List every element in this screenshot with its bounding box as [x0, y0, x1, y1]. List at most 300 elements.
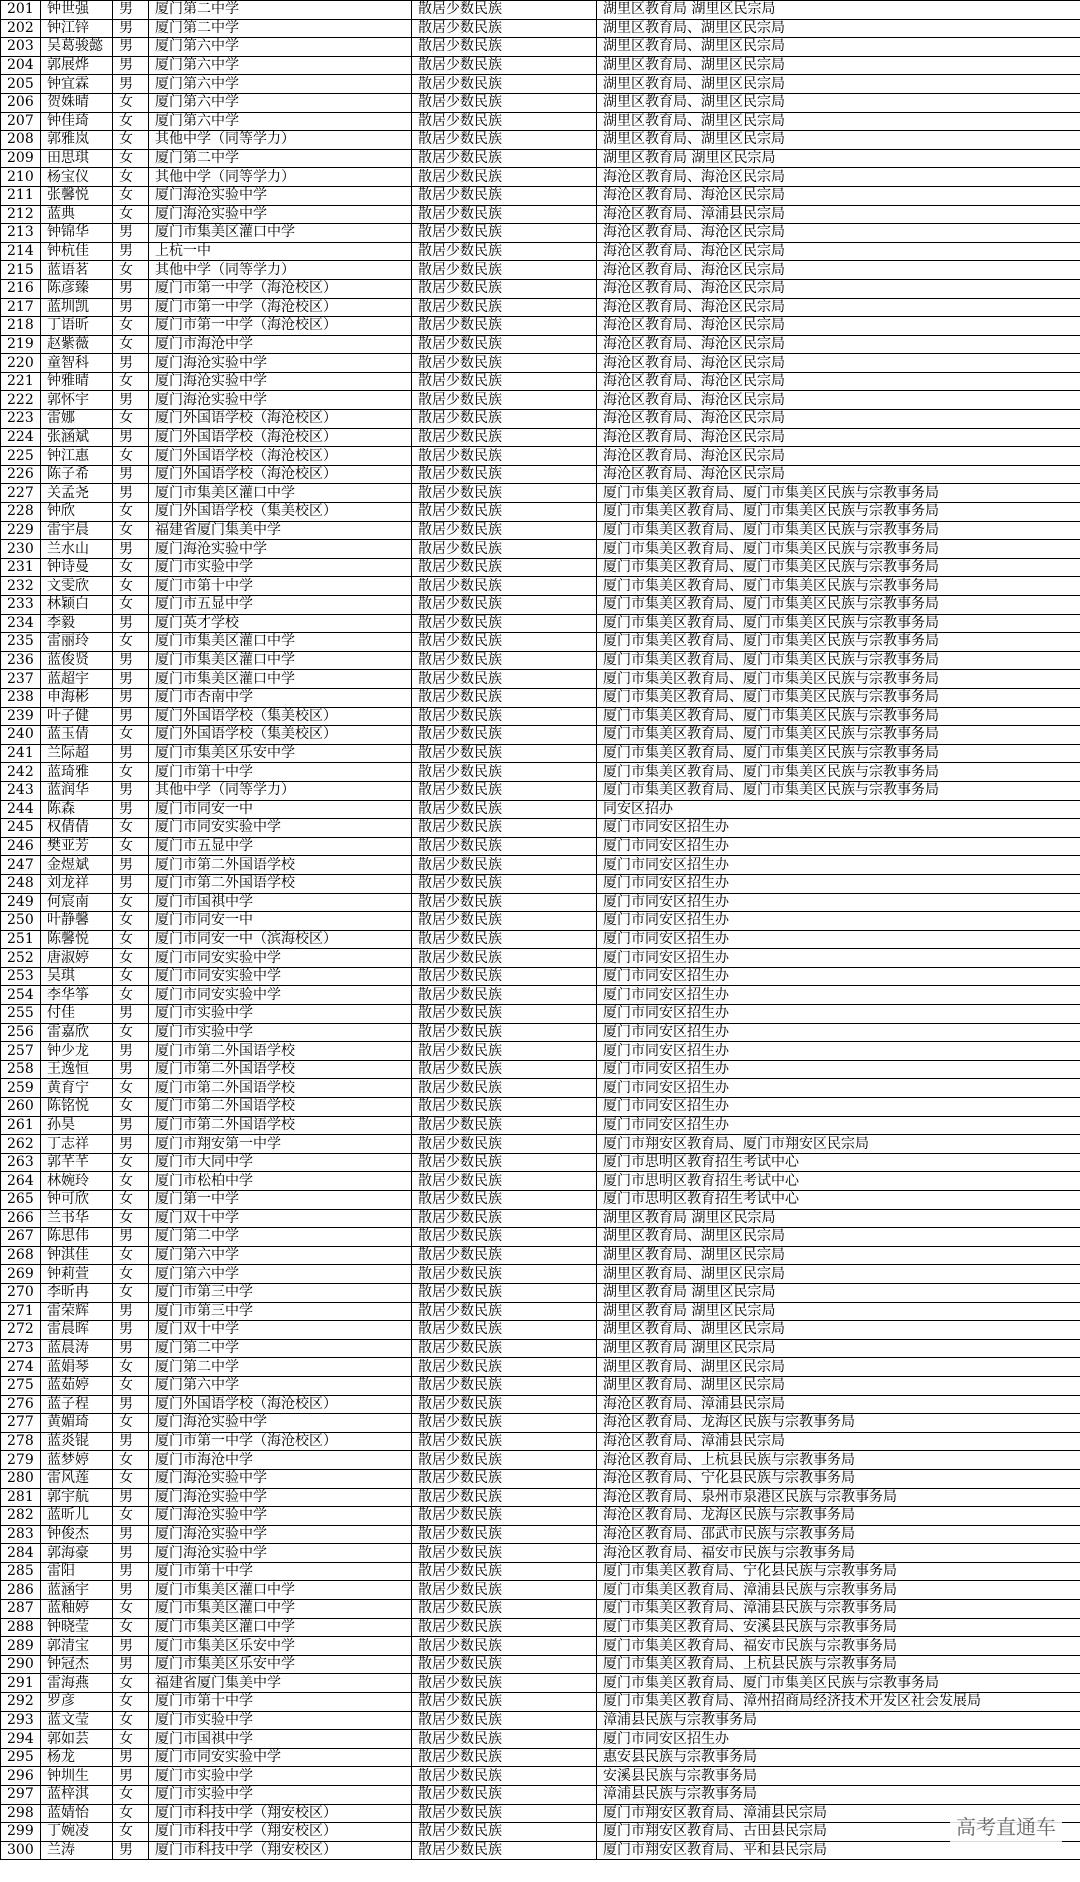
school-cell: 厦门市集美区灌口中学 — [149, 1581, 412, 1600]
authority-cell: 厦门市集美区教育局、厦门市集美区民族与宗教事务局 — [597, 651, 1080, 670]
name-cell: 雷荣辉 — [41, 1302, 113, 1321]
gender-cell: 男 — [113, 1395, 149, 1414]
name-cell: 钟莉萱 — [41, 1265, 113, 1284]
category-cell: 散居少数民族 — [412, 651, 597, 670]
name-cell: 黄媚琦 — [41, 1414, 113, 1433]
table-row — [1, 335, 1080, 354]
name-cell: 叶子健 — [41, 707, 113, 726]
table-row — [1, 930, 1080, 949]
table-row — [1, 1637, 1080, 1656]
name-cell: 陈子希 — [41, 465, 113, 484]
authority-cell: 海沧区教育局、海沧区民宗局 — [597, 447, 1080, 466]
authority-cell: 惠安县民族与宗教事务局 — [597, 1748, 1080, 1767]
gender-cell: 男 — [113, 1525, 149, 1544]
authority-cell: 厦门市集美区教育局、厦门市集美区民族与宗教事务局 — [597, 558, 1080, 577]
row-number-cell: 207 — [1, 112, 41, 131]
row-number-cell: 294 — [1, 1730, 41, 1749]
authority-cell: 海沧区教育局、宁化县民族与宗教事务局 — [597, 1469, 1080, 1488]
table-row — [1, 317, 1080, 336]
category-cell: 散居少数民族 — [412, 1562, 597, 1581]
gender-cell: 男 — [113, 856, 149, 875]
category-cell: 散居少数民族 — [412, 447, 597, 466]
gender-cell: 女 — [113, 986, 149, 1005]
row-number-cell: 275 — [1, 1376, 41, 1395]
name-cell: 钟江锌 — [41, 19, 113, 38]
row-number-cell: 241 — [1, 744, 41, 763]
table-row — [1, 1023, 1080, 1042]
authority-cell: 厦门市同安区招生办 — [597, 930, 1080, 949]
category-cell: 散居少数民族 — [412, 1098, 597, 1117]
school-cell: 厦门外国语学校（海沧校区） — [149, 1395, 412, 1414]
row-number-cell: 235 — [1, 633, 41, 652]
gender-cell: 男 — [113, 540, 149, 559]
authority-cell: 海沧区教育局、漳浦县民宗局 — [597, 1432, 1080, 1451]
row-number-cell: 227 — [1, 484, 41, 503]
authority-cell: 湖里区教育局 湖里区民宗局 — [597, 149, 1080, 168]
row-number-cell: 223 — [1, 410, 41, 429]
row-number-cell: 280 — [1, 1469, 41, 1488]
category-cell: 散居少数民族 — [412, 1767, 597, 1786]
gender-cell: 女 — [113, 1507, 149, 1526]
gender-cell: 女 — [113, 1191, 149, 1210]
row-number-cell: 225 — [1, 447, 41, 466]
table-row — [1, 112, 1080, 131]
table-row — [1, 949, 1080, 968]
name-cell: 丁志祥 — [41, 1135, 113, 1154]
row-number-cell: 243 — [1, 781, 41, 800]
table-row — [1, 465, 1080, 484]
gender-cell: 男 — [113, 1228, 149, 1247]
table-row — [1, 410, 1080, 429]
gender-cell: 男 — [113, 224, 149, 243]
school-cell: 厦门海沧实验中学 — [149, 1469, 412, 1488]
category-cell: 散居少数民族 — [412, 1488, 597, 1507]
name-cell: 郭雅岚 — [41, 131, 113, 150]
school-cell: 厦门市第一中学（海沧校区） — [149, 298, 412, 317]
authority-cell: 漳浦县民族与宗教事务局 — [597, 1786, 1080, 1805]
school-cell: 厦门市实验中学 — [149, 1023, 412, 1042]
table-row — [1, 56, 1080, 75]
name-cell: 钟锦华 — [41, 224, 113, 243]
category-cell: 散居少数民族 — [412, 1172, 597, 1191]
category-cell: 散居少数民族 — [412, 1507, 597, 1526]
authority-cell: 海沧区教育局、海沧区民宗局 — [597, 168, 1080, 187]
gender-cell: 女 — [113, 819, 149, 838]
authority-cell: 海沧区教育局、海沧区民宗局 — [597, 186, 1080, 205]
name-cell: 兰际超 — [41, 744, 113, 763]
authority-cell: 厦门市集美区教育局、厦门市集美区民族与宗教事务局 — [597, 503, 1080, 522]
school-cell: 厦门双十中学 — [149, 1209, 412, 1228]
category-cell: 散居少数民族 — [412, 186, 597, 205]
gender-cell: 男 — [113, 484, 149, 503]
row-number-cell: 268 — [1, 1246, 41, 1265]
category-cell: 散居少数民族 — [412, 149, 597, 168]
gender-cell: 女 — [113, 1693, 149, 1712]
authority-cell: 厦门市集美区教育局、厦门市集美区民族与宗教事务局 — [597, 577, 1080, 596]
school-cell: 其他中学（同等学力） — [149, 168, 412, 187]
name-cell: 唐淑婷 — [41, 949, 113, 968]
category-cell: 散居少数民族 — [412, 1451, 597, 1470]
table-row — [1, 19, 1080, 38]
table-row — [1, 651, 1080, 670]
name-cell: 兰水山 — [41, 540, 113, 559]
school-cell: 厦门市实验中学 — [149, 1767, 412, 1786]
school-cell: 厦门市第二外国语学校 — [149, 874, 412, 893]
gender-cell: 女 — [113, 1023, 149, 1042]
table-row — [1, 1339, 1080, 1358]
row-number-cell: 272 — [1, 1321, 41, 1340]
school-cell: 厦门第二中学 — [149, 1228, 412, 1247]
row-number-cell: 226 — [1, 465, 41, 484]
authority-cell: 海沧区教育局、海沧区民宗局 — [597, 391, 1080, 410]
table-row — [1, 1432, 1080, 1451]
name-cell: 蓝俊贤 — [41, 651, 113, 670]
table-row — [1, 186, 1080, 205]
name-cell: 兰涛 — [41, 1841, 113, 1860]
row-number-cell: 247 — [1, 856, 41, 875]
table-row — [1, 1172, 1080, 1191]
gender-cell: 男 — [113, 1321, 149, 1340]
category-cell: 散居少数民族 — [412, 1804, 597, 1823]
row-number-cell: 284 — [1, 1544, 41, 1563]
row-number-cell: 256 — [1, 1023, 41, 1042]
authority-cell: 同安区招办 — [597, 800, 1080, 819]
category-cell: 散居少数民族 — [412, 372, 597, 391]
school-cell: 厦门市第十中学 — [149, 577, 412, 596]
school-cell: 厦门海沧实验中学 — [149, 186, 412, 205]
row-number-cell: 246 — [1, 837, 41, 856]
name-cell: 赵紫薇 — [41, 335, 113, 354]
school-cell: 厦门第二中学 — [149, 19, 412, 38]
table-row — [1, 1321, 1080, 1340]
category-cell: 散居少数民族 — [412, 1339, 597, 1358]
table-row — [1, 837, 1080, 856]
school-cell: 厦门第二中学 — [149, 1339, 412, 1358]
table-row — [1, 391, 1080, 410]
name-cell: 蓝圳凯 — [41, 298, 113, 317]
name-cell: 陈彦臻 — [41, 279, 113, 298]
table-row — [1, 1488, 1080, 1507]
row-number-cell: 297 — [1, 1786, 41, 1805]
category-cell: 散居少数民族 — [412, 1153, 597, 1172]
row-number-cell: 264 — [1, 1172, 41, 1191]
name-cell: 雷宇晨 — [41, 521, 113, 540]
name-cell: 陈思伟 — [41, 1228, 113, 1247]
table-row — [1, 688, 1080, 707]
school-cell: 厦门市集美区灌口中学 — [149, 1618, 412, 1637]
table-row — [1, 503, 1080, 522]
table-row — [1, 168, 1080, 187]
name-cell: 雷风莲 — [41, 1469, 113, 1488]
row-number-cell: 244 — [1, 800, 41, 819]
authority-cell: 厦门市翔安区教育局、古田县民宗局 — [597, 1823, 1080, 1842]
authority-cell: 厦门市同安区招生办 — [597, 1098, 1080, 1117]
authority-cell: 湖里区教育局、湖里区民宗局 — [597, 1358, 1080, 1377]
gender-cell: 女 — [113, 1209, 149, 1228]
name-cell: 丁婉凌 — [41, 1823, 113, 1842]
row-number-cell: 278 — [1, 1432, 41, 1451]
row-number-cell: 261 — [1, 1116, 41, 1135]
school-cell: 福建省厦门集美中学 — [149, 521, 412, 540]
school-cell: 厦门市第二外国语学校 — [149, 1060, 412, 1079]
school-cell: 厦门市第三中学 — [149, 1302, 412, 1321]
category-cell: 散居少数民族 — [412, 410, 597, 429]
table-row — [1, 131, 1080, 150]
table-row — [1, 1544, 1080, 1563]
school-cell: 厦门第六中学 — [149, 75, 412, 94]
row-number-cell: 263 — [1, 1153, 41, 1172]
category-cell: 散居少数民族 — [412, 354, 597, 373]
category-cell: 散居少数民族 — [412, 521, 597, 540]
category-cell: 散居少数民族 — [412, 837, 597, 856]
table-row — [1, 893, 1080, 912]
name-cell: 雷晨晖 — [41, 1321, 113, 1340]
name-cell: 张涵斌 — [41, 428, 113, 447]
name-cell: 黄育宁 — [41, 1079, 113, 1098]
name-cell: 郭海豪 — [41, 1544, 113, 1563]
category-cell: 散居少数民族 — [412, 1358, 597, 1377]
school-cell: 厦门第六中学 — [149, 112, 412, 131]
school-cell: 厦门市实验中学 — [149, 558, 412, 577]
school-cell: 厦门市翔安第一中学 — [149, 1135, 412, 1154]
gender-cell: 女 — [113, 1469, 149, 1488]
authority-cell: 湖里区教育局、湖里区民宗局 — [597, 1321, 1080, 1340]
gender-cell: 女 — [113, 317, 149, 336]
school-cell: 厦门海沧实验中学 — [149, 540, 412, 559]
category-cell: 散居少数民族 — [412, 1209, 597, 1228]
table-row — [1, 1823, 1080, 1842]
row-number-cell: 276 — [1, 1395, 41, 1414]
table-row — [1, 261, 1080, 280]
table-row — [1, 447, 1080, 466]
table-row — [1, 1600, 1080, 1619]
row-number-cell: 232 — [1, 577, 41, 596]
name-cell: 钟杭佳 — [41, 242, 113, 261]
name-cell: 钟圳生 — [41, 1767, 113, 1786]
gender-cell: 女 — [113, 1172, 149, 1191]
authority-cell: 厦门市集美区教育局、宁化县民族与宗教事务局 — [597, 1562, 1080, 1581]
gender-cell: 女 — [113, 763, 149, 782]
gender-cell: 男 — [113, 428, 149, 447]
gender-cell: 女 — [113, 577, 149, 596]
table-row — [1, 354, 1080, 373]
name-cell: 蓝釉婷 — [41, 1600, 113, 1619]
table-row — [1, 1135, 1080, 1154]
category-cell: 散居少数民族 — [412, 558, 597, 577]
table-row — [1, 1841, 1080, 1860]
gender-cell: 男 — [113, 1116, 149, 1135]
authority-cell: 海沧区教育局、海沧区民宗局 — [597, 279, 1080, 298]
authority-cell: 漳浦县民族与宗教事务局 — [597, 1711, 1080, 1730]
authority-cell: 海沧区教育局、海沧区民宗局 — [597, 298, 1080, 317]
row-number-cell: 255 — [1, 1005, 41, 1024]
school-cell: 厦门外国语学校（海沧校区） — [149, 465, 412, 484]
school-cell: 厦门市集美区乐安中学 — [149, 1637, 412, 1656]
row-number-cell: 206 — [1, 93, 41, 112]
category-cell: 散居少数民族 — [412, 1748, 597, 1767]
row-number-cell: 281 — [1, 1488, 41, 1507]
authority-cell: 海沧区教育局、泉州市泉港区民族与宗教事务局 — [597, 1488, 1080, 1507]
table-row — [1, 577, 1080, 596]
row-number-cell: 222 — [1, 391, 41, 410]
name-cell: 蓝茹婷 — [41, 1376, 113, 1395]
school-cell: 厦门市大同中学 — [149, 1153, 412, 1172]
category-cell: 散居少数民族 — [412, 1395, 597, 1414]
school-cell: 福建省厦门集美中学 — [149, 1674, 412, 1693]
row-number-cell: 250 — [1, 912, 41, 931]
gender-cell: 男 — [113, 242, 149, 261]
authority-cell: 厦门市集美区教育局、厦门市集美区民族与宗教事务局 — [597, 707, 1080, 726]
name-cell: 雷娜 — [41, 410, 113, 429]
authority-cell: 厦门市集美区教育局、厦门市集美区民族与宗教事务局 — [597, 484, 1080, 503]
school-cell: 厦门市集美区灌口中学 — [149, 670, 412, 689]
school-cell: 厦门市国祺中学 — [149, 1730, 412, 1749]
authority-cell: 海沧区教育局、海沧区民宗局 — [597, 224, 1080, 243]
gender-cell: 女 — [113, 1711, 149, 1730]
category-cell: 散居少数民族 — [412, 614, 597, 633]
authority-cell: 厦门市集美区教育局、厦门市集美区民族与宗教事务局 — [597, 781, 1080, 800]
authority-cell: 厦门市同安区招生办 — [597, 1060, 1080, 1079]
gender-cell: 女 — [113, 1246, 149, 1265]
name-cell: 钟宜霖 — [41, 75, 113, 94]
category-cell: 散居少数民族 — [412, 1116, 597, 1135]
authority-cell: 厦门市集美区教育局、上杭县民族与宗教事务局 — [597, 1655, 1080, 1674]
row-number-cell: 285 — [1, 1562, 41, 1581]
category-cell: 散居少数民族 — [412, 781, 597, 800]
school-cell: 厦门市海沧中学 — [149, 335, 412, 354]
row-number-cell: 249 — [1, 893, 41, 912]
authority-cell: 湖里区教育局 湖里区民宗局 — [597, 1283, 1080, 1302]
school-cell: 厦门海沧实验中学 — [149, 1525, 412, 1544]
category-cell: 散居少数民族 — [412, 763, 597, 782]
row-number-cell: 289 — [1, 1637, 41, 1656]
table-row — [1, 1414, 1080, 1433]
gender-cell: 女 — [113, 1823, 149, 1842]
gender-cell: 女 — [113, 912, 149, 931]
row-number-cell: 282 — [1, 1507, 41, 1526]
name-cell: 蓝晨涛 — [41, 1339, 113, 1358]
name-cell: 付佳 — [41, 1005, 113, 1024]
gender-cell: 男 — [113, 75, 149, 94]
name-cell: 陈森 — [41, 800, 113, 819]
table-row — [1, 800, 1080, 819]
authority-cell: 海沧区教育局、海沧区民宗局 — [597, 242, 1080, 261]
gender-cell: 男 — [113, 1488, 149, 1507]
gender-cell: 男 — [113, 279, 149, 298]
name-cell: 吴葛骏懿 — [41, 38, 113, 57]
name-cell: 林婉玲 — [41, 1172, 113, 1191]
table-row — [1, 1098, 1080, 1117]
gender-cell: 女 — [113, 1376, 149, 1395]
category-cell: 散居少数民族 — [412, 930, 597, 949]
row-number-cell: 228 — [1, 503, 41, 522]
table-row — [1, 1730, 1080, 1749]
table-row — [1, 1376, 1080, 1395]
authority-cell: 湖里区教育局、湖里区民宗局 — [597, 1376, 1080, 1395]
table-row — [1, 967, 1080, 986]
row-number-cell: 265 — [1, 1191, 41, 1210]
authority-cell: 厦门市集美区教育局、厦门市集美区民族与宗教事务局 — [597, 726, 1080, 745]
gender-cell: 男 — [113, 1339, 149, 1358]
table-row — [1, 1618, 1080, 1637]
category-cell: 散居少数民族 — [412, 1376, 597, 1395]
gender-cell: 女 — [113, 261, 149, 280]
table-row — [1, 856, 1080, 875]
row-number-cell: 271 — [1, 1302, 41, 1321]
authority-cell: 厦门市集美区教育局、福安市民族与宗教事务局 — [597, 1637, 1080, 1656]
gender-cell: 女 — [113, 967, 149, 986]
row-number-cell: 218 — [1, 317, 41, 336]
row-number-cell: 286 — [1, 1581, 41, 1600]
gender-cell: 男 — [113, 1135, 149, 1154]
row-number-cell: 221 — [1, 372, 41, 391]
gender-cell: 女 — [113, 1098, 149, 1117]
authority-cell: 海沧区教育局、龙海区民族与宗教事务局 — [597, 1507, 1080, 1526]
authority-cell: 海沧区教育局、龙海区民族与宗教事务局 — [597, 1414, 1080, 1433]
table-row — [1, 38, 1080, 57]
row-number-cell: 209 — [1, 149, 41, 168]
school-cell: 厦门市松柏中学 — [149, 1172, 412, 1191]
school-cell: 厦门市第二外国语学校 — [149, 1079, 412, 1098]
gender-cell: 男 — [113, 1544, 149, 1563]
row-number-cell: 242 — [1, 763, 41, 782]
table-row — [1, 428, 1080, 447]
category-cell: 散居少数民族 — [412, 75, 597, 94]
gender-cell: 女 — [113, 131, 149, 150]
row-number-cell: 259 — [1, 1079, 41, 1098]
authority-cell: 湖里区教育局 湖里区民宗局 — [597, 1339, 1080, 1358]
gender-cell: 女 — [113, 837, 149, 856]
table-row — [1, 372, 1080, 391]
row-number-cell: 219 — [1, 335, 41, 354]
authority-cell: 厦门市同安区招生办 — [597, 949, 1080, 968]
authority-cell: 厦门市同安区招生办 — [597, 967, 1080, 986]
table-row — [1, 633, 1080, 652]
name-cell: 关孟尧 — [41, 484, 113, 503]
gender-cell: 女 — [113, 1283, 149, 1302]
gender-cell: 女 — [113, 205, 149, 224]
category-cell: 散居少数民族 — [412, 131, 597, 150]
gender-cell: 男 — [113, 1432, 149, 1451]
authority-cell: 厦门市集美区教育局、漳浦县民族与宗教事务局 — [597, 1581, 1080, 1600]
school-cell: 厦门市同安一中（滨海校区） — [149, 930, 412, 949]
gender-cell: 女 — [113, 930, 149, 949]
table-row — [1, 986, 1080, 1005]
table-row — [1, 1655, 1080, 1674]
authority-cell: 厦门市同安区招生办 — [597, 1042, 1080, 1061]
gender-cell: 男 — [113, 1060, 149, 1079]
name-cell: 蓝梦婷 — [41, 1451, 113, 1470]
school-cell: 厦门市第十中学 — [149, 763, 412, 782]
school-cell: 厦门市同安一中 — [149, 800, 412, 819]
category-cell: 散居少数民族 — [412, 800, 597, 819]
gender-cell: 女 — [113, 1730, 149, 1749]
gender-cell: 女 — [113, 447, 149, 466]
row-number-cell: 260 — [1, 1098, 41, 1117]
name-cell: 钟世强 — [41, 1, 113, 20]
name-cell: 钟冠杰 — [41, 1655, 113, 1674]
row-number-cell: 217 — [1, 298, 41, 317]
category-cell: 散居少数民族 — [412, 1023, 597, 1042]
category-cell: 散居少数民族 — [412, 577, 597, 596]
name-cell: 钟雅晴 — [41, 372, 113, 391]
table-row — [1, 1767, 1080, 1786]
school-cell: 厦门外国语学校（海沧校区） — [149, 410, 412, 429]
category-cell: 散居少数民族 — [412, 540, 597, 559]
authority-cell: 厦门市同安区招生办 — [597, 856, 1080, 875]
category-cell: 散居少数民族 — [412, 1525, 597, 1544]
category-cell: 散居少数民族 — [412, 1302, 597, 1321]
